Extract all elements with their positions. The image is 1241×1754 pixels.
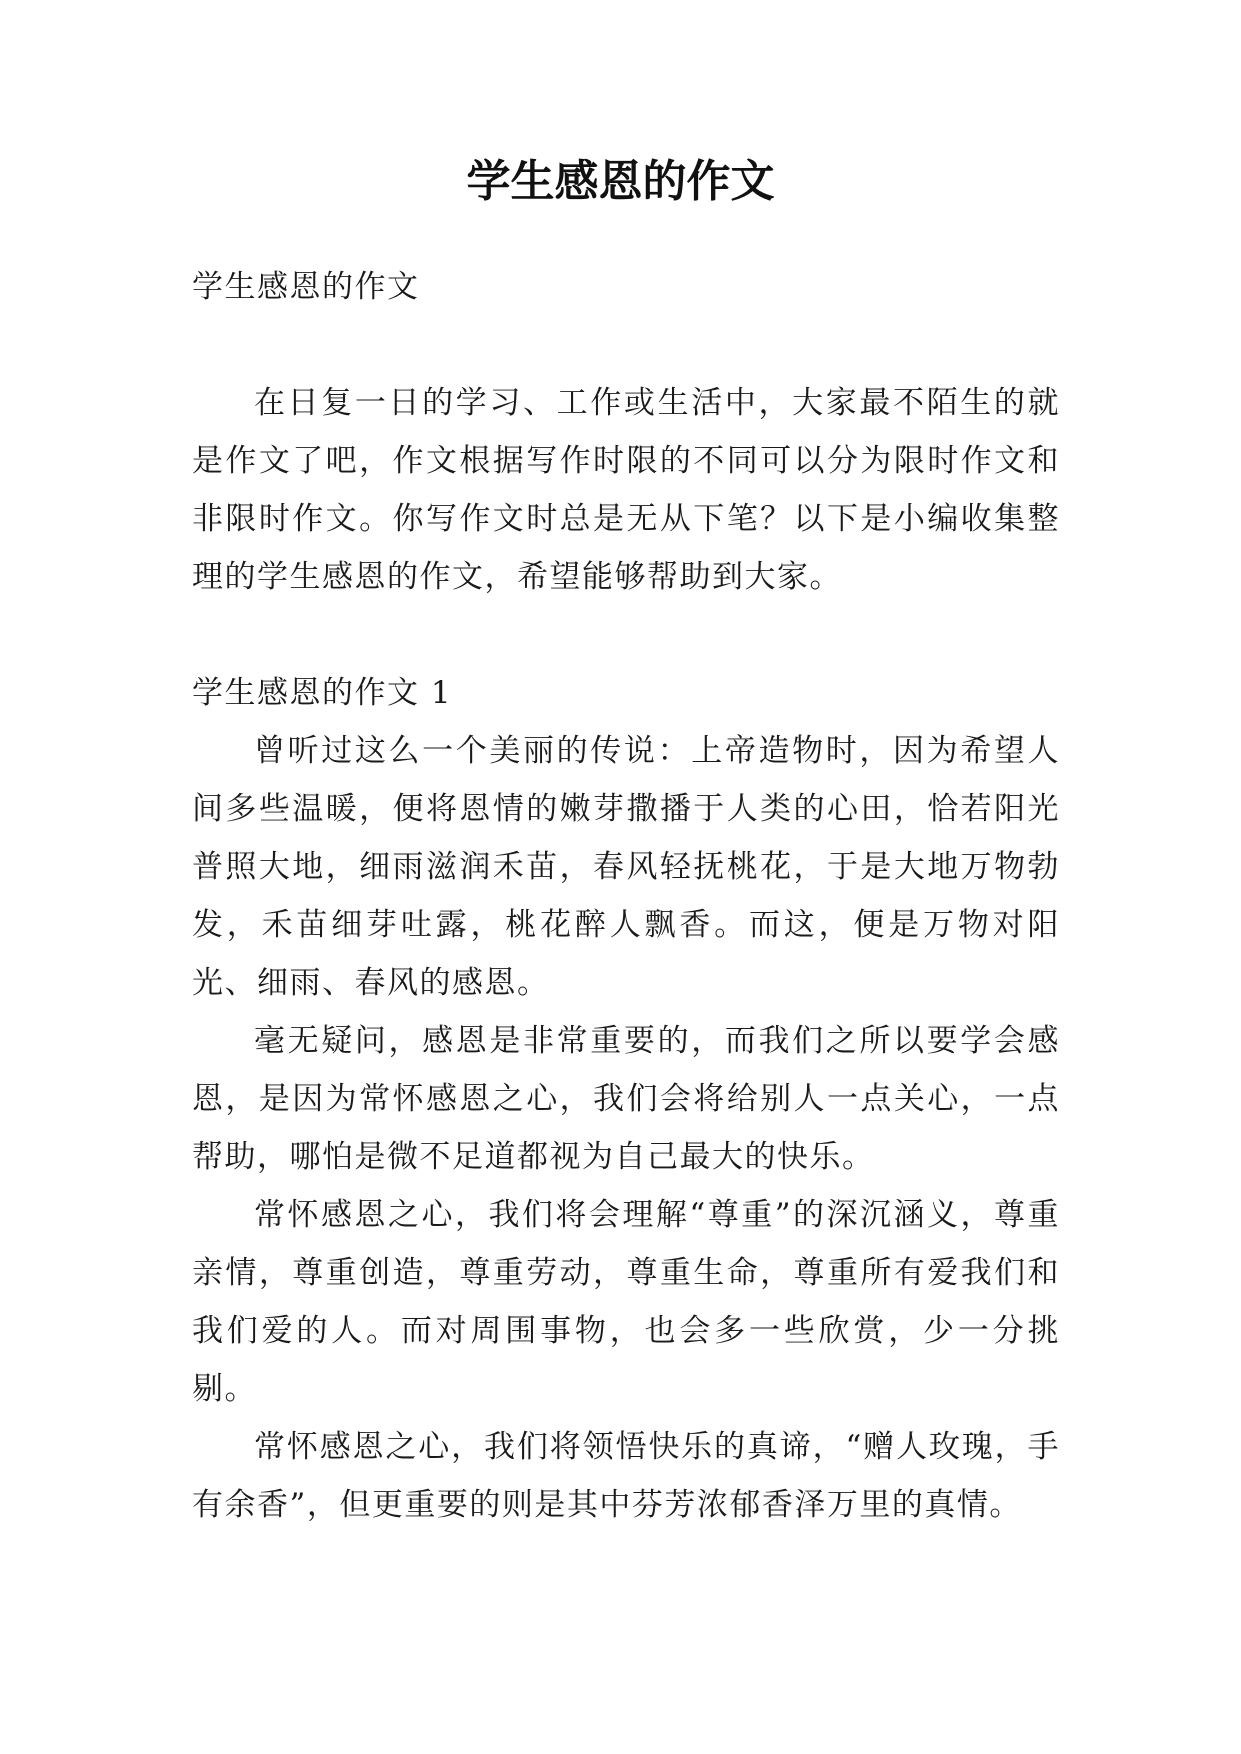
section-heading: 学生感恩的作文 1 bbox=[192, 675, 453, 711]
body-paragraph: 常怀感恩之心，我们将领悟快乐的真谛，“赠人玫瑰，手有余香”，但更重要的则是其中芬芳浓郁香泽万里的真情。 bbox=[192, 1429, 1060, 1523]
document-body bbox=[192, 258, 1060, 1534]
spacer bbox=[192, 316, 1060, 374]
spacer bbox=[192, 606, 1060, 664]
body-paragraph: 常怀感恩之心，我们将会理解“尊重”的深沉涵义，尊重亲情，尊重创造，尊重劳动，尊重生命，尊重所有爱我们和我们爱的人。而对周围事物，也会多一些欣赏，少一分挑剔。 bbox=[192, 1197, 1060, 1407]
document-subtitle: 学生感恩的作文 bbox=[192, 269, 420, 305]
body-paragraph: 毫无疑问，感恩是非常重要的，而我们之所以要学会感恩，是因为常怀感恩之心，我们会将给别人一点关心，一点帮助，哪怕是微不足道都视为自己最大的快乐。 bbox=[192, 1023, 1060, 1175]
body-paragraph: 曾听过这么一个美丽的传说：上帝造物时，因为希望人间多些温暖，便将恩情的嫩芽撒播于人类的心田，恰若阳光普照大地，细雨滋润禾苗，春风轻抚桃花，于是大地万物勃发，禾苗细芽吐露，桃花醉人飘香。而这，便是万物对阳光、细雨、春风的感恩。 bbox=[192, 733, 1060, 1001]
document-title: 学生感恩的作文 bbox=[466, 156, 775, 207]
intro-paragraph: 在日复一日的学习、工作或生活中，大家最不陌生的就是作文了吧，作文根据写作时限的不同可以分为限时作文和非限时作文。你写作文时总是无从下笔？以下是小编收集整理的学生感恩的作文，希望能够帮助到大家。 bbox=[192, 385, 1060, 595]
